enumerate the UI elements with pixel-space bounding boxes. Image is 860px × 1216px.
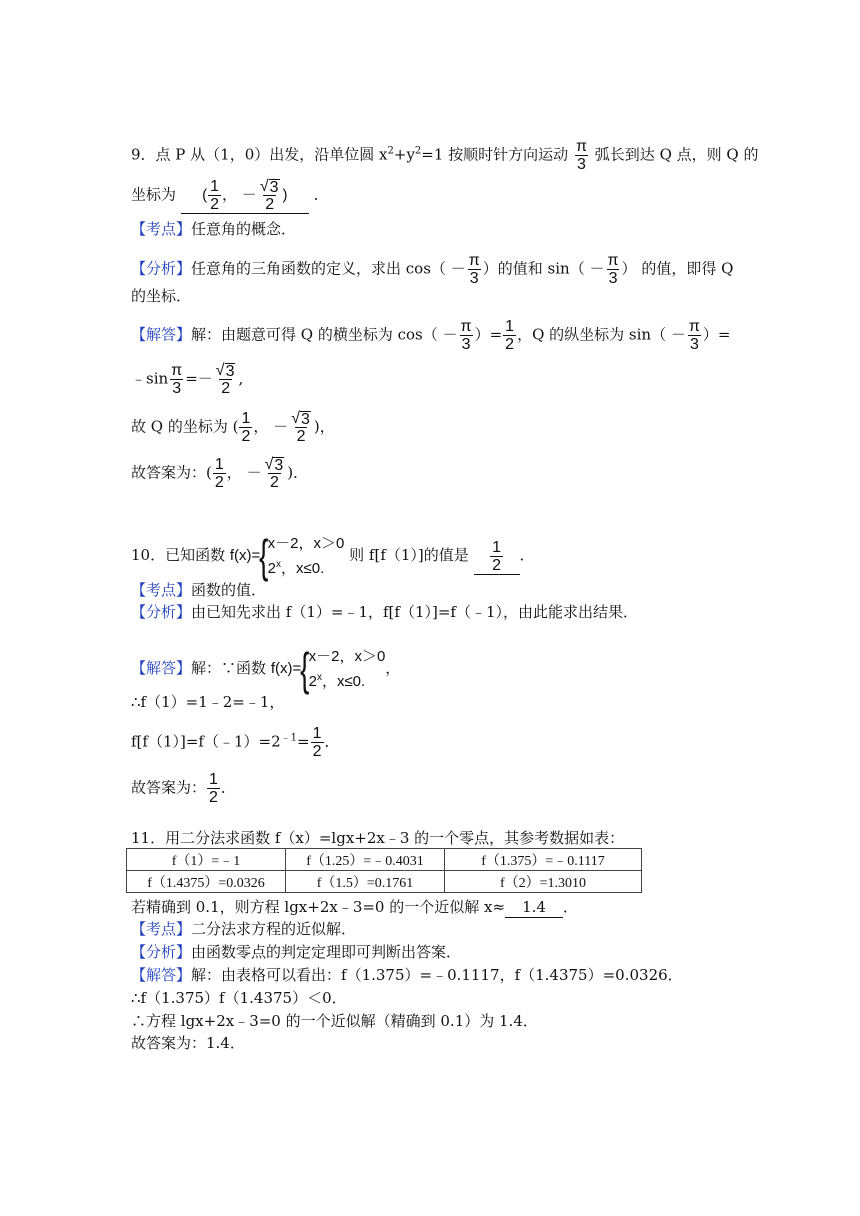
fraction-1-2: [208, 178, 221, 213]
text: 故 Q 的坐标为 (: [131, 417, 239, 436]
q11-fenxi: [131, 942, 461, 962]
case-1: x－2，x＞0: [308, 648, 386, 665]
table-row: [127, 871, 642, 893]
kaodian-tag: 【考点】: [131, 220, 192, 238]
denominator: 2: [265, 196, 275, 213]
q10-answer: [131, 771, 236, 806]
comma: ，: [226, 463, 242, 482]
fraction-sqrt3-2: √ 3 2: [259, 178, 279, 213]
text: )，: [313, 417, 335, 436]
fraction-sqrt3-2: √ 3 2: [291, 410, 310, 445]
text: 解：由题意可得 Q 的横坐标为 cos（: [191, 325, 438, 344]
text: ∴方程 lgx+2x﹣3=0 的一个近似解（精确到 0.1）为 1.4．: [131, 1012, 538, 1030]
numerator: 1: [241, 410, 251, 427]
minus: －: [241, 185, 257, 204]
q9-q-coordinates: [131, 410, 335, 445]
q9-fenxi: [131, 252, 733, 287]
denominator: 3: [172, 380, 182, 397]
denominator: 3: [461, 336, 471, 353]
case-2: 2: [308, 673, 317, 690]
text: 坐标为: [131, 185, 177, 204]
jieda-tag: 【解答】: [131, 659, 192, 677]
q11-answer: [131, 1033, 245, 1053]
text: 故答案为：1.4．: [131, 1034, 245, 1052]
fenxi-tag: 【分析】: [131, 603, 192, 621]
text: 则 f[f（1）]的值是: [349, 546, 469, 564]
numerator: 1: [214, 456, 224, 473]
superscript: ﹣1: [280, 732, 298, 744]
text: 的坐标．: [131, 287, 192, 305]
minus: －: [246, 463, 262, 482]
text: 任意角的三角函数的定义，求出 cos（: [191, 259, 446, 278]
denominator: 3: [689, 336, 699, 353]
table-cell: f（1.25）=﹣0.4031: [286, 849, 445, 871]
text: ．: [220, 778, 236, 797]
fraction-pi-over-3: [687, 318, 702, 353]
comma: ，: [253, 417, 269, 436]
jieda-tag: 【解答】: [131, 966, 192, 984]
fraction-pi-over-3: [606, 252, 621, 287]
q11-reference-table: [126, 848, 642, 893]
text: ） 的值，即得 Q: [621, 259, 734, 278]
fraction-1-2: [213, 456, 226, 491]
table-cell: f（1）=﹣1: [127, 849, 286, 871]
q9-answer-blank: ( $\frac{1}{2}$ ， － √ 3 2 ): [181, 178, 309, 214]
text: )．: [287, 463, 309, 482]
numerator: 1: [210, 178, 219, 195]
denominator: 2: [312, 743, 322, 760]
text: 二分法求方程的近似解．: [191, 920, 357, 938]
text: 10．已知函数: [131, 546, 226, 564]
text: 由函数零点的判定定理即可判断出答案．: [191, 943, 462, 961]
fraction-sqrt3-2: √ 3 2: [215, 362, 235, 397]
text: 9．点 P 从（1，0）出发，沿单位圆 x: [131, 145, 388, 164]
superscript: 2: [414, 145, 422, 157]
kaodian-tag: 【考点】: [131, 920, 192, 938]
minus: －: [197, 369, 213, 388]
numerator: π: [171, 362, 183, 379]
radicand: 3: [225, 363, 235, 380]
case-2-cond: ，x≤0.: [281, 560, 325, 577]
radicand: 3: [274, 457, 284, 474]
q10-kaodian: [131, 580, 266, 600]
text: ，Q 的纵坐标为 sin（: [517, 325, 667, 344]
table-cell: f（2）=1.3010: [445, 871, 642, 893]
text: 函数的值．: [191, 581, 267, 599]
text: ）=: [702, 325, 731, 344]
numerator: 1: [209, 771, 218, 788]
q11-step1: [131, 988, 347, 1008]
q9-stem-line1: [131, 138, 758, 173]
q9-fenxi-line2: [131, 286, 191, 306]
q11-answer-blank: 1.4: [505, 897, 563, 918]
function-name: f(x)=: [270, 660, 302, 677]
denominator: 3: [608, 270, 618, 287]
piecewise-function: f(x)= { x－2，x＞0 2$^x$，x≤0.: [270, 643, 386, 695]
denominator: 2: [492, 556, 501, 574]
fraction-pi-over-3: [574, 138, 589, 173]
jieda-tag: 【解答】: [131, 325, 192, 344]
numerator: 1: [312, 725, 322, 742]
q10-stem: [131, 530, 535, 582]
denominator: 2: [296, 428, 306, 445]
denominator: 3: [577, 156, 586, 173]
denominator: 2: [210, 196, 219, 213]
fraction-1-2: [311, 725, 324, 760]
text: ∴f（1）=1﹣2=﹣1，: [131, 693, 285, 711]
fraction-1-2: [239, 410, 252, 445]
numerator: 1: [505, 318, 515, 335]
case-2: 2: [267, 560, 277, 577]
fenxi-tag: 【分析】: [131, 943, 192, 961]
denominator: 3: [469, 270, 479, 287]
fraction-1-2: [207, 771, 220, 806]
table-cell: f（1.5）=0.1761: [286, 871, 445, 893]
text: 解：由表格可以看出：f（1.375）=﹣0.1117，f（1.4375）=0.0326．: [191, 966, 683, 984]
case-2-cond: ，x≤0.: [321, 673, 366, 690]
q11-step2: [131, 1011, 538, 1031]
q10-jieda: [131, 643, 401, 695]
q9-sin-line: ﹣sin $\frac{\pi}{3}$ =－ √ 3 2 ,: [131, 362, 244, 397]
fraction-1-2: [503, 318, 516, 353]
denominator: 2: [241, 428, 251, 445]
radicand: 3: [269, 179, 279, 196]
fraction-pi-over-3: [459, 318, 474, 353]
q9-stem-line2: 坐标为 ( $\frac{1}{2}$ ， － √ 3 2 ) ．: [131, 178, 329, 213]
superscript: 2: [387, 145, 394, 157]
text: =1 按顺时针方向运动: [421, 145, 569, 164]
denominator: 2: [505, 336, 515, 353]
q10-fenxi: [131, 602, 638, 622]
text: 故答案为：: [131, 778, 207, 797]
comma: ，: [222, 185, 238, 204]
q10-step2: [131, 725, 340, 760]
text: 解：∵函数: [191, 659, 267, 677]
denominator: 2: [221, 380, 231, 397]
piecewise-function: f(x)= { x－2，x＞0 2$^x$，x≤0.: [229, 530, 345, 582]
text: ）=: [474, 325, 503, 344]
text: 故答案为：(: [131, 463, 212, 482]
text: ﹣sin: [131, 369, 169, 388]
fraction-sqrt3-2: √ 3 2: [264, 456, 284, 491]
kaodian-tag: 【考点】: [131, 581, 192, 599]
text: ，: [385, 659, 401, 677]
minus: －: [442, 325, 458, 344]
superscript: x: [316, 672, 322, 683]
q11-kaodian: [131, 919, 356, 939]
text: ∴f（1.375）f（1.4375）＜0．: [131, 989, 347, 1007]
denominator: 2: [269, 474, 279, 491]
equals: =: [185, 369, 198, 388]
table-cell: f（1.4375）=0.0326: [127, 871, 286, 893]
q10-answer-blank: [474, 539, 520, 575]
table-cell: f（1.375）=﹣0.1117: [445, 849, 642, 871]
radicand: 3: [300, 411, 310, 428]
denominator: 2: [214, 474, 224, 491]
q11-question-line: [131, 897, 578, 918]
table-row: [127, 849, 642, 871]
fraction-pi-over-3: [169, 362, 184, 397]
q11-stem: [131, 828, 624, 848]
numerator: π: [468, 252, 480, 269]
text: 11．用二分法求函数 f（x）=lgx+2x﹣3 的一个零点，其参考数据如表：: [131, 829, 625, 847]
fraction-pi-over-3: [467, 252, 482, 287]
q11-jieda: [131, 965, 683, 985]
text: 任意角的概念．: [191, 220, 297, 238]
numerator: π: [575, 138, 588, 155]
numerator: π: [688, 318, 700, 335]
minus: －: [273, 417, 289, 436]
text: 由已知先求出 f（1）=﹣1，f[f（1）]=f（﹣1），由此能求出结果．: [191, 603, 639, 621]
text: ．: [324, 732, 340, 751]
function-name: f(x)=: [229, 547, 261, 564]
text: 弧长到达 Q 点，则 Q 的: [594, 145, 759, 164]
q9-answer: [131, 456, 308, 491]
text: ）的值和 sin（: [482, 259, 585, 278]
superscript: x: [276, 559, 282, 570]
numerator: 1: [492, 538, 501, 556]
numerator: π: [460, 318, 472, 335]
fenxi-tag: 【分析】: [131, 259, 192, 278]
text: f[f（1）]=f（﹣1）=2: [131, 732, 281, 751]
text: +y: [393, 145, 415, 164]
q9-kaodian: [131, 219, 296, 239]
q10-step1: [131, 692, 284, 712]
text: ．: [519, 546, 535, 564]
text: 若精确到 0.1，则方程 lgx+2x﹣3=0 的一个近似解 x≈: [131, 898, 506, 916]
q9-jieda: [131, 318, 731, 353]
text: ．: [563, 898, 579, 916]
case-1: x－2，x＞0: [267, 535, 345, 552]
numerator: π: [607, 252, 619, 269]
minus: －: [450, 259, 466, 278]
minus: －: [589, 259, 605, 278]
equals: =: [297, 732, 310, 751]
denominator: 2: [209, 789, 218, 806]
minus: －: [670, 325, 686, 344]
